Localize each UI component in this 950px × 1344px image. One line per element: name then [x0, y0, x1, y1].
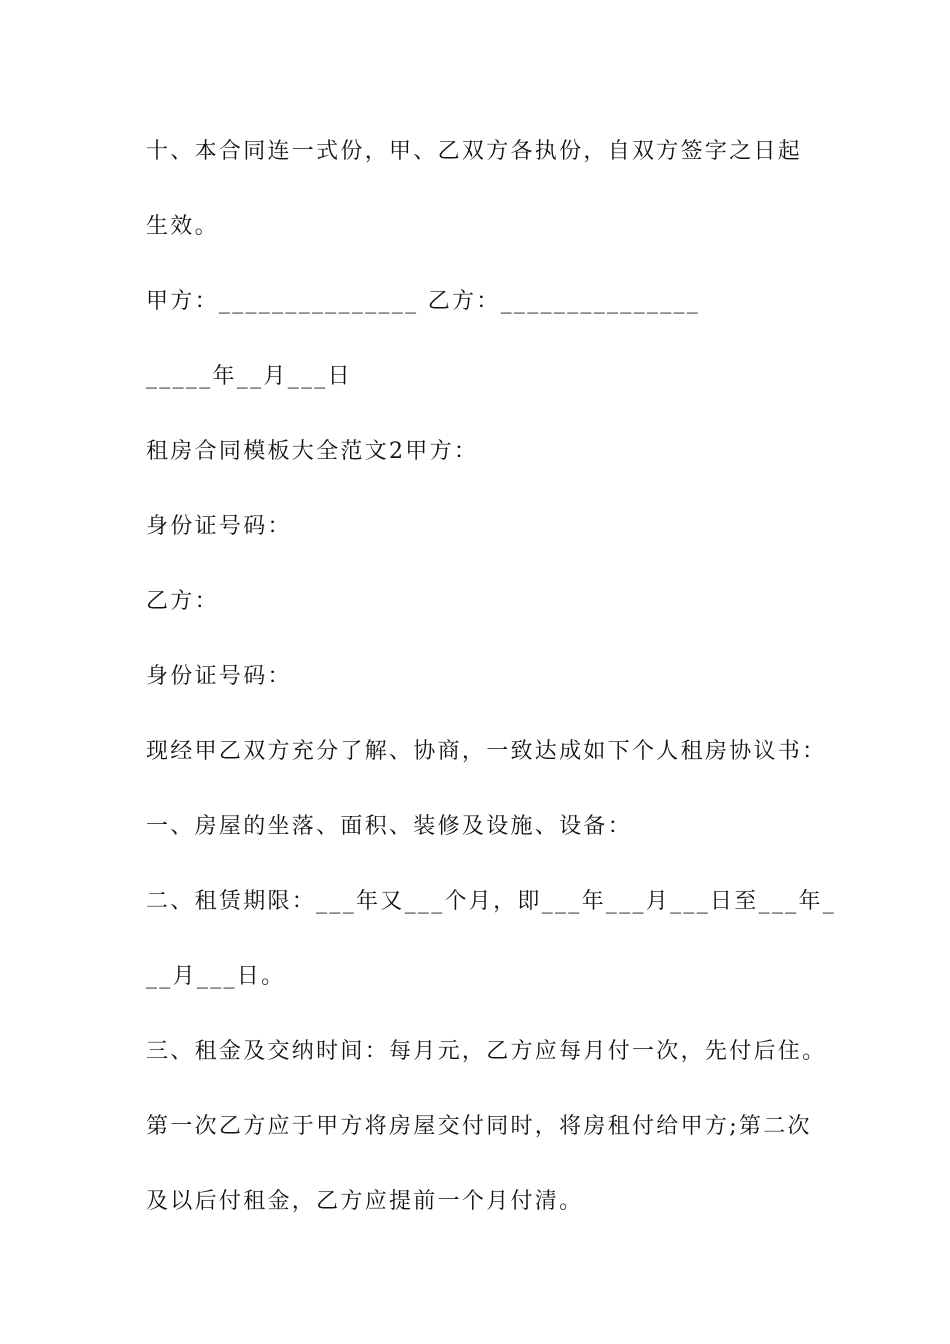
party-b-label: 乙方：	[146, 589, 219, 614]
clause-three-line-2: 第一次乙方应于甲方将房屋交付同时，将房租付给甲方;第二次	[146, 1114, 812, 1139]
party-a-id-number: 身份证号码：	[146, 514, 292, 539]
clause-two-line-1: 二、租赁期限：___年又___个月，即___年___月___日至___年_	[146, 889, 837, 914]
agreement-preamble: 现经甲乙双方充分了解、协商，一致达成如下个人租房协议书：	[146, 739, 827, 764]
party-b-id-number: 身份证号码：	[146, 664, 292, 689]
clause-one: 一、房屋的坐落、面积、装修及设施、设备：	[146, 814, 633, 839]
clause-three-line-3: 及以后付租金，乙方应提前一个月付清。	[146, 1189, 584, 1214]
clause-two-line-2: __月___日。	[146, 964, 286, 989]
clause-ten-line-2: 生效。	[146, 214, 219, 239]
signature-line: 甲方：_______________ 乙方：_______________	[146, 289, 701, 314]
template-title-party-a: 租房合同模板大全范文2甲方：	[146, 439, 479, 464]
date-line: _____年__月___日	[146, 364, 352, 389]
clause-ten-line-1: 十、本合同连一式份，甲、乙双方各执份，自双方签字之日起	[146, 139, 803, 164]
clause-three-line-1: 三、租金及交纳时间：每月元，乙方应每月付一次，先付后住。	[146, 1039, 827, 1064]
